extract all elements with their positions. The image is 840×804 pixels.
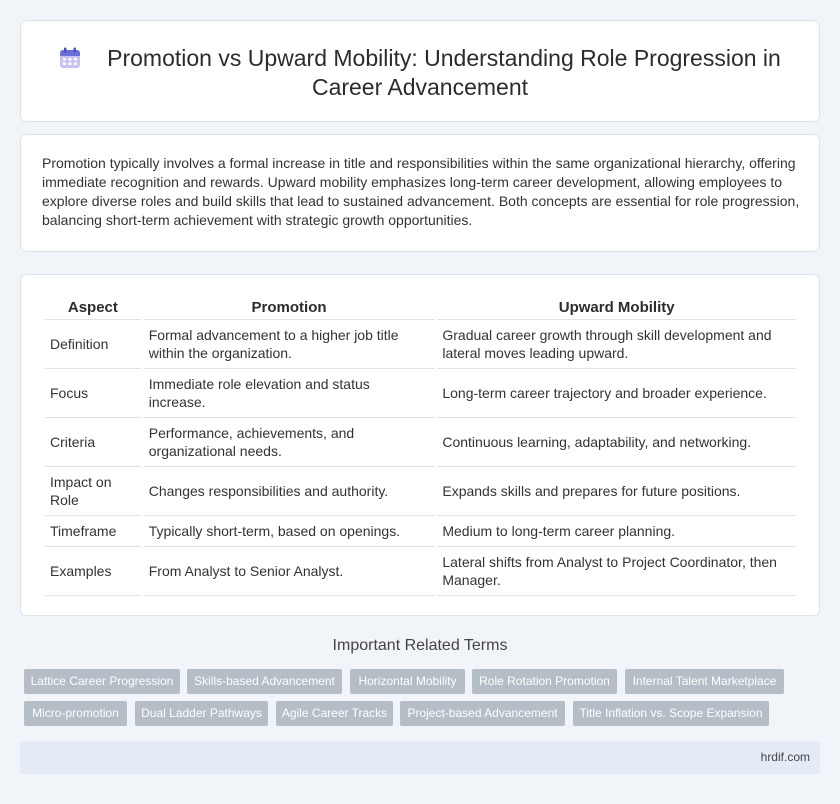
related-terms-heading: Important Related Terms [332,637,508,654]
intro-paragraph: Promotion typically involves a formal increase in title and responsibilities within the same organizational hierarchy, offering immediate recognition and rewards. Upward mobility emphasizes long-term career development, allowing employees to explore diverse roles and build skills that lead to sustained advancement. Both concepts are essential for role progression, balancing short-term achievement with strategic growth opportunities. [42,155,800,228]
comparison-table [42,296,799,596]
row-aspect: Timeframe [45,516,141,547]
title-card [20,20,820,122]
tag-title-inflation-vs-scope-expansion[interactable]: Title Inflation vs. Scope Expansion [573,701,769,726]
tag-lattice-career-progression[interactable]: Lattice Career Progression [24,669,180,694]
row-promotion: Immediate role elevation and status increase. [144,369,435,418]
row-aspect: Examples [45,547,141,596]
page-title: Promotion vs Upward Mobility: Understanding Role Progression in Career Advancement [107,45,781,100]
header-upward-mobility: Upward Mobility [437,296,796,320]
row-aspect: Criteria [45,418,141,467]
table-row [45,418,796,467]
calendar-icon [59,47,81,69]
row-promotion: From Analyst to Senior Analyst. [144,547,435,596]
table-row [45,369,796,418]
row-promotion: Changes responsibilities and authority. [144,467,435,516]
tag-micro-promotion[interactable]: Micro-promotion [24,701,127,726]
row-upward: Long-term career trajectory and broader experience. [437,369,796,418]
row-promotion: Performance, achievements, and organizational needs. [144,418,435,467]
tag-skills-based-advancement[interactable]: Skills-based Advancement [187,669,342,694]
header-promotion: Promotion [144,296,435,320]
row-promotion: Typically short-term, based on openings. [144,516,435,547]
tag-dual-ladder-pathways[interactable]: Dual Ladder Pathways [135,701,268,726]
row-upward: Medium to long-term career planning. [437,516,796,547]
row-promotion: Formal advancement to a higher job title within the organization. [144,320,435,369]
comparison-card [20,274,820,616]
table-row [45,467,796,516]
tag-project-based-advancement[interactable]: Project-based Advancement [400,701,565,726]
footer-site-link[interactable]: hrdif.com [760,750,810,764]
table-row [45,320,796,369]
intro-card [20,134,820,252]
row-aspect: Definition [45,320,141,369]
row-upward: Expands skills and prepares for future positions. [437,467,796,516]
row-aspect: Focus [45,369,141,418]
row-aspect: Impact on Role [45,467,141,516]
table-row [45,516,796,547]
tag-internal-talent-marketplace[interactable]: Internal Talent Marketplace [625,669,784,694]
header-aspect: Aspect [45,296,141,320]
footer [20,741,820,774]
table-row [45,547,796,596]
row-upward: Lateral shifts from Analyst to Project Coordinator, then Manager. [437,547,796,596]
table-header-row [45,296,796,320]
row-upward: Continuous learning, adaptability, and networking. [437,418,796,467]
tag-horizontal-mobility[interactable]: Horizontal Mobility [350,669,465,694]
page-title-container [21,44,819,102]
row-upward: Gradual career growth through skill development and lateral moves leading upward. [437,320,796,369]
tag-role-rotation-promotion[interactable]: Role Rotation Promotion [472,669,617,694]
tag-agile-career-tracks[interactable]: Agile Career Tracks [276,701,393,726]
